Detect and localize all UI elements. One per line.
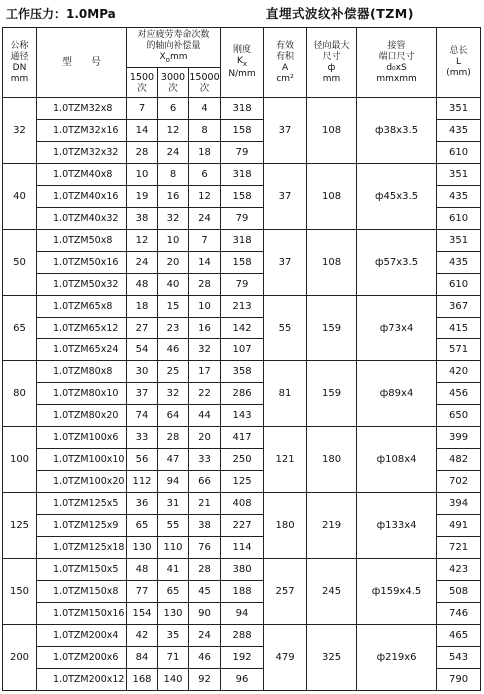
axial-3000-cell: 71 — [158, 646, 189, 668]
effective-area-cell: 180 — [264, 493, 307, 559]
model-cell: 1.0TZM200x12 — [37, 668, 127, 690]
stiffness-cell: 408 — [221, 493, 264, 515]
axial-1500-cell: 77 — [127, 580, 158, 602]
pipe-size-cell: ф159x4.5 — [357, 559, 437, 625]
stiffness-cell: 114 — [221, 537, 264, 559]
axial-15000-cell: 7 — [189, 229, 221, 251]
model-cell: 1.0TZM125x18 — [37, 537, 127, 559]
effective-area-cell: 37 — [264, 229, 307, 295]
header-effective-area: 有效 有积 A cm² — [264, 28, 307, 98]
model-cell: 1.0TZM65x24 — [37, 339, 127, 361]
stiffness-cell: 125 — [221, 471, 264, 493]
axial-15000-cell: 6 — [189, 163, 221, 185]
axial-15000-cell: 66 — [189, 471, 221, 493]
radial-size-cell: 180 — [307, 427, 357, 493]
axial-3000-cell: 94 — [158, 471, 189, 493]
total-length-cell: 456 — [437, 383, 481, 405]
axial-3000-cell: 140 — [158, 668, 189, 690]
axial-3000-cell: 46 — [158, 339, 189, 361]
working-pressure: 工作压力：1.0MPa — [6, 7, 116, 21]
radial-size-cell: 108 — [307, 163, 357, 229]
total-length-cell: 650 — [437, 405, 481, 427]
stiffness-cell: 318 — [221, 98, 264, 120]
axial-1500-cell: 154 — [127, 602, 158, 624]
stiffness-cell: 288 — [221, 624, 264, 646]
header-stiffness: 刚度 $K_x$ N/mm — [221, 28, 264, 98]
axial-15000-cell: 24 — [189, 624, 221, 646]
pipe-size-cell: ф133x4 — [357, 493, 437, 559]
table-row — [3, 624, 481, 646]
stiffness-cell: 107 — [221, 339, 264, 361]
stiffness-cell: 318 — [221, 163, 264, 185]
model-cell: 1.0TZM125x5 — [37, 493, 127, 515]
axial-15000-cell: 4 — [189, 98, 221, 120]
header-pipe-size: 接管 端口尺寸 d₀xS mmxmm — [357, 28, 437, 98]
axial-1500-cell: 168 — [127, 668, 158, 690]
table-body — [3, 98, 481, 691]
axial-1500-cell: 74 — [127, 405, 158, 427]
total-length-cell: 394 — [437, 493, 481, 515]
axial-15000-cell: 16 — [189, 317, 221, 339]
axial-1500-cell: 84 — [127, 646, 158, 668]
dn-cell: 32 — [3, 98, 37, 164]
dn-cell: 150 — [3, 559, 37, 625]
model-cell: 1.0TZM80x10 — [37, 383, 127, 405]
radial-size-cell: 159 — [307, 361, 357, 427]
axial-1500-cell: 7 — [127, 98, 158, 120]
axial-1500-cell: 12 — [127, 229, 158, 251]
header-radial-size: 径向最大 尺寸 ф mm — [307, 28, 357, 98]
stiffness-cell: 380 — [221, 559, 264, 581]
axial-1500-cell: 48 — [127, 559, 158, 581]
dn-cell: 200 — [3, 624, 37, 690]
axial-15000-cell: 12 — [189, 185, 221, 207]
header-cycles-15000: 15000 次 — [189, 68, 221, 98]
pipe-size-cell: ф38x3.5 — [357, 98, 437, 164]
header-dn: 公称 通径 DN mm — [3, 28, 37, 98]
axial-1500-cell: 38 — [127, 207, 158, 229]
model-cell: 1.0TZM50x16 — [37, 251, 127, 273]
total-length-cell: 351 — [437, 98, 481, 120]
table-row — [3, 163, 481, 185]
header-total-length: 总长 L (mm) — [437, 28, 481, 98]
total-length-cell: 351 — [437, 229, 481, 251]
total-length-cell: 423 — [437, 559, 481, 581]
axial-15000-cell: 90 — [189, 602, 221, 624]
total-length-cell: 610 — [437, 141, 481, 163]
total-length-cell: 721 — [437, 537, 481, 559]
axial-3000-cell: 130 — [158, 602, 189, 624]
axial-1500-cell: 36 — [127, 493, 158, 515]
total-length-cell: 367 — [437, 295, 481, 317]
axial-15000-cell: 14 — [189, 251, 221, 273]
stiffness-cell: 192 — [221, 646, 264, 668]
total-length-cell: 351 — [437, 163, 481, 185]
table-row — [3, 98, 481, 120]
axial-1500-cell: 10 — [127, 163, 158, 185]
axial-3000-cell: 65 — [158, 580, 189, 602]
model-cell: 1.0TZM150x16 — [37, 602, 127, 624]
effective-area-cell: 479 — [264, 624, 307, 690]
axial-1500-cell: 18 — [127, 295, 158, 317]
model-cell: 1.0TZM80x20 — [37, 405, 127, 427]
model-cell: 1.0TZM125x9 — [37, 515, 127, 537]
pipe-size-cell: ф57x3.5 — [357, 229, 437, 295]
model-cell: 1.0TZM150x8 — [37, 580, 127, 602]
axial-1500-cell: 19 — [127, 185, 158, 207]
axial-3000-cell: 31 — [158, 493, 189, 515]
effective-area-cell: 81 — [264, 361, 307, 427]
stiffness-cell: 158 — [221, 251, 264, 273]
total-length-cell: 420 — [437, 361, 481, 383]
model-cell: 1.0TZM80x8 — [37, 361, 127, 383]
pipe-size-cell: ф45x3.5 — [357, 163, 437, 229]
model-cell: 1.0TZM50x32 — [37, 273, 127, 295]
axial-3000-cell: 55 — [158, 515, 189, 537]
header-cycles-3000: 3000 次 — [158, 68, 189, 98]
axial-3000-cell: 110 — [158, 537, 189, 559]
axial-1500-cell: 33 — [127, 427, 158, 449]
axial-15000-cell: 46 — [189, 646, 221, 668]
axial-15000-cell: 20 — [189, 427, 221, 449]
axial-1500-cell: 30 — [127, 361, 158, 383]
axial-3000-cell: 32 — [158, 207, 189, 229]
total-length-cell: 435 — [437, 251, 481, 273]
total-length-cell: 571 — [437, 339, 481, 361]
dn-cell: 65 — [3, 295, 37, 361]
axial-1500-cell: 24 — [127, 251, 158, 273]
axial-15000-cell: 32 — [189, 339, 221, 361]
model-cell: 1.0TZM40x16 — [37, 185, 127, 207]
axial-15000-cell: 44 — [189, 405, 221, 427]
axial-3000-cell: 40 — [158, 273, 189, 295]
axial-15000-cell: 38 — [189, 515, 221, 537]
effective-area-cell: 55 — [264, 295, 307, 361]
radial-size-cell: 245 — [307, 559, 357, 625]
model-cell: 1.0TZM100x20 — [37, 471, 127, 493]
axial-15000-cell: 18 — [189, 141, 221, 163]
total-length-cell: 399 — [437, 427, 481, 449]
axial-3000-cell: 28 — [158, 427, 189, 449]
total-length-cell: 790 — [437, 668, 481, 690]
dn-cell: 125 — [3, 493, 37, 559]
effective-area-cell: 37 — [264, 98, 307, 164]
total-length-cell: 610 — [437, 207, 481, 229]
stiffness-cell: 158 — [221, 119, 264, 141]
model-cell: 1.0TZM100x6 — [37, 427, 127, 449]
radial-size-cell: 108 — [307, 98, 357, 164]
axial-15000-cell: 28 — [189, 559, 221, 581]
total-length-cell: 702 — [437, 471, 481, 493]
axial-15000-cell: 33 — [189, 449, 221, 471]
stiffness-cell: 227 — [221, 515, 264, 537]
stiffness-cell: 79 — [221, 273, 264, 295]
axial-3000-cell: 10 — [158, 229, 189, 251]
stiffness-cell: 158 — [221, 185, 264, 207]
model-cell: 1.0TZM32x8 — [37, 98, 127, 120]
axial-15000-cell: 10 — [189, 295, 221, 317]
radial-size-cell: 325 — [307, 624, 357, 690]
axial-1500-cell: 14 — [127, 119, 158, 141]
radial-size-cell: 159 — [307, 295, 357, 361]
model-cell: 1.0TZM100x10 — [37, 449, 127, 471]
axial-15000-cell: 17 — [189, 361, 221, 383]
stiffness-cell: 142 — [221, 317, 264, 339]
stiffness-cell: 79 — [221, 141, 264, 163]
axial-3000-cell: 24 — [158, 141, 189, 163]
stiffness-cell: 417 — [221, 427, 264, 449]
table-row — [3, 229, 481, 251]
axial-1500-cell: 37 — [127, 383, 158, 405]
stiffness-cell: 188 — [221, 580, 264, 602]
axial-1500-cell: 28 — [127, 141, 158, 163]
model-cell: 1.0TZM32x16 — [37, 119, 127, 141]
model-cell: 1.0TZM40x8 — [37, 163, 127, 185]
total-length-cell: 610 — [437, 273, 481, 295]
model-cell: 1.0TZM200x6 — [37, 646, 127, 668]
axial-3000-cell: 16 — [158, 185, 189, 207]
model-cell: 1.0TZM40x32 — [37, 207, 127, 229]
pipe-size-cell: ф89x4 — [357, 361, 437, 427]
radial-size-cell: 108 — [307, 229, 357, 295]
axial-1500-cell: 27 — [127, 317, 158, 339]
axial-15000-cell: 24 — [189, 207, 221, 229]
dn-cell: 80 — [3, 361, 37, 427]
axial-1500-cell: 112 — [127, 471, 158, 493]
stiffness-cell: 79 — [221, 207, 264, 229]
axial-1500-cell: 42 — [127, 624, 158, 646]
radial-size-cell: 219 — [307, 493, 357, 559]
stiffness-cell: 143 — [221, 405, 264, 427]
total-length-cell: 482 — [437, 449, 481, 471]
axial-3000-cell: 20 — [158, 251, 189, 273]
total-length-cell: 543 — [437, 646, 481, 668]
model-cell: 1.0TZM65x8 — [37, 295, 127, 317]
axial-15000-cell: 8 — [189, 119, 221, 141]
total-length-cell: 746 — [437, 602, 481, 624]
header-model: 型 号 — [37, 28, 127, 98]
axial-3000-cell: 25 — [158, 361, 189, 383]
header-cycles-1500: 1500 次 — [127, 68, 158, 98]
effective-area-cell: 121 — [264, 427, 307, 493]
model-cell: 1.0TZM150x5 — [37, 559, 127, 581]
spec-table — [2, 27, 481, 691]
total-length-cell: 435 — [437, 185, 481, 207]
stiffness-cell: 286 — [221, 383, 264, 405]
stiffness-cell: 213 — [221, 295, 264, 317]
table-row — [3, 493, 481, 515]
total-length-cell: 491 — [437, 515, 481, 537]
table-row — [3, 559, 481, 581]
axial-3000-cell: 12 — [158, 119, 189, 141]
stiffness-cell: 358 — [221, 361, 264, 383]
model-cell: 1.0TZM200x4 — [37, 624, 127, 646]
table-row — [3, 361, 481, 383]
axial-15000-cell: 92 — [189, 668, 221, 690]
axial-15000-cell: 76 — [189, 537, 221, 559]
stiffness-cell: 94 — [221, 602, 264, 624]
effective-area-cell: 37 — [264, 163, 307, 229]
axial-15000-cell: 45 — [189, 580, 221, 602]
table-row — [3, 295, 481, 317]
model-cell: 1.0TZM50x8 — [37, 229, 127, 251]
stiffness-cell: 250 — [221, 449, 264, 471]
axial-1500-cell: 56 — [127, 449, 158, 471]
document-title: 直埋式波纹补偿器(TZM) — [266, 6, 414, 21]
axial-1500-cell: 54 — [127, 339, 158, 361]
axial-3000-cell: 64 — [158, 405, 189, 427]
table-row — [3, 427, 481, 449]
stiffness-cell: 318 — [221, 229, 264, 251]
model-cell: 1.0TZM65x12 — [37, 317, 127, 339]
axial-3000-cell: 8 — [158, 163, 189, 185]
axial-15000-cell: 22 — [189, 383, 221, 405]
axial-3000-cell: 47 — [158, 449, 189, 471]
header-axial-compensation: 对应疲劳寿命次数 的轴向补偿量 $X_omm$ — [127, 28, 221, 68]
axial-1500-cell: 130 — [127, 537, 158, 559]
axial-1500-cell: 48 — [127, 273, 158, 295]
axial-3000-cell: 35 — [158, 624, 189, 646]
axial-1500-cell: 65 — [127, 515, 158, 537]
stiffness-cell: 96 — [221, 668, 264, 690]
axial-3000-cell: 32 — [158, 383, 189, 405]
axial-3000-cell: 15 — [158, 295, 189, 317]
total-length-cell: 435 — [437, 119, 481, 141]
axial-3000-cell: 41 — [158, 559, 189, 581]
axial-3000-cell: 6 — [158, 98, 189, 120]
dn-cell: 40 — [3, 163, 37, 229]
total-length-cell: 415 — [437, 317, 481, 339]
pipe-size-cell: ф108x4 — [357, 427, 437, 493]
total-length-cell: 465 — [437, 624, 481, 646]
total-length-cell: 508 — [437, 580, 481, 602]
pipe-size-cell: ф73x4 — [357, 295, 437, 361]
axial-15000-cell: 28 — [189, 273, 221, 295]
axial-3000-cell: 23 — [158, 317, 189, 339]
pipe-size-cell: ф219x6 — [357, 624, 437, 690]
model-cell: 1.0TZM32x32 — [37, 141, 127, 163]
axial-15000-cell: 21 — [189, 493, 221, 515]
dn-cell: 100 — [3, 427, 37, 493]
dn-cell: 50 — [3, 229, 37, 295]
effective-area-cell: 257 — [264, 559, 307, 625]
